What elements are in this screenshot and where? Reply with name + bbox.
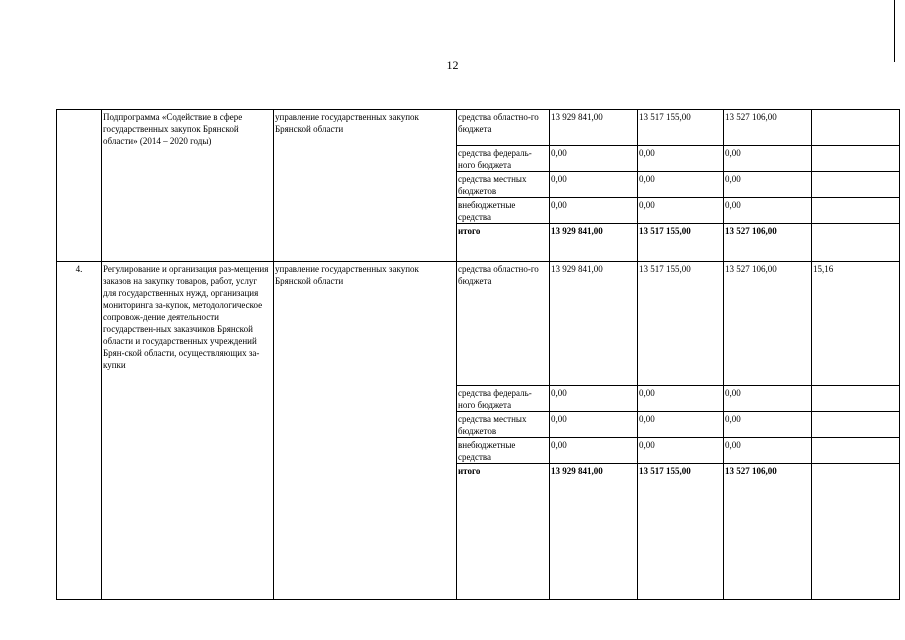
extra-cell [812, 110, 900, 146]
value-cell: 13 929 841,00 [550, 110, 638, 146]
funding-source-cell: средства федераль-ного бюджета [457, 385, 550, 411]
funding-source-cell: внебюджетные средства [457, 198, 550, 224]
funding-source-cell: средства областно-го бюджета [457, 110, 550, 146]
row-number-cell: 4. [57, 262, 102, 600]
value-cell: 0,00 [550, 385, 638, 411]
extra-cell [812, 385, 900, 411]
value-cell: 13 517 155,00 [638, 262, 724, 385]
extra-cell [812, 463, 900, 599]
row-number-cell [57, 110, 102, 262]
total-value-cell: 13 929 841,00 [550, 463, 638, 599]
extra-cell [812, 146, 900, 172]
funding-source-cell: средства федераль-ного бюджета [457, 146, 550, 172]
value-cell: 0,00 [550, 172, 638, 198]
page-number: 12 [446, 58, 459, 72]
total-value-cell: 13 517 155,00 [638, 224, 724, 262]
total-value-cell: 13 929 841,00 [550, 224, 638, 262]
extra-cell [812, 198, 900, 224]
value-cell: 0,00 [638, 411, 724, 437]
table-row [57, 110, 900, 146]
extra-cell [812, 224, 900, 262]
value-cell: 0,00 [550, 146, 638, 172]
value-cell: 0,00 [638, 437, 724, 463]
value-cell: 0,00 [550, 411, 638, 437]
extra-cell [812, 437, 900, 463]
extra-cell [812, 411, 900, 437]
activity-name-cell: Регулирование и организация раз-мещения заказов на закупку товаров, работ, услуг для государственных нужд, организация мониторинга за-купок, методологическое сопровож-дение деятельности государствен-ных заказчиков Брянской области и государственных учреждений Брян-ской области, осуществляющих за-купки [102, 262, 274, 600]
value-cell: 0,00 [724, 172, 812, 198]
budget-table [56, 109, 900, 600]
value-cell: 13 527 106,00 [724, 110, 812, 146]
value-cell: 13 929 841,00 [550, 262, 638, 385]
value-cell: 0,00 [724, 385, 812, 411]
funding-source-cell: средства местных бюджетов [457, 172, 550, 198]
value-cell: 0,00 [638, 198, 724, 224]
extra-cell: 15,16 [812, 262, 900, 385]
funding-source-cell: средства местных бюджетов [457, 411, 550, 437]
total-value-cell: 13 527 106,00 [724, 224, 812, 262]
extra-cell [812, 172, 900, 198]
value-cell: 0,00 [550, 437, 638, 463]
value-cell: 0,00 [724, 437, 812, 463]
table-row [57, 262, 900, 385]
value-cell: 0,00 [724, 146, 812, 172]
value-cell: 0,00 [638, 172, 724, 198]
total-label-cell: итого [457, 463, 550, 599]
subprogram-name-cell: Подпрограмма «Содействие в сфере государственных закупок Брянской области» (2014 – 2020 годы) [102, 110, 274, 262]
value-cell: 0,00 [638, 146, 724, 172]
value-cell: 0,00 [638, 385, 724, 411]
value-cell: 13 527 106,00 [724, 262, 812, 385]
total-value-cell: 13 527 106,00 [724, 463, 812, 599]
value-cell: 13 517 155,00 [638, 110, 724, 146]
edge-mark [894, 0, 895, 62]
value-cell: 0,00 [550, 198, 638, 224]
executor-cell: управление государственных закупок Брянской области [274, 110, 457, 262]
value-cell: 0,00 [724, 198, 812, 224]
value-cell: 0,00 [724, 411, 812, 437]
total-label-cell: итого [457, 224, 550, 262]
funding-source-cell: средства областно-го бюджета [457, 262, 550, 385]
total-value-cell: 13 517 155,00 [638, 463, 724, 599]
funding-source-cell: внебюджетные средства [457, 437, 550, 463]
executor-cell: управление государственных закупок Брянской области [274, 262, 457, 600]
